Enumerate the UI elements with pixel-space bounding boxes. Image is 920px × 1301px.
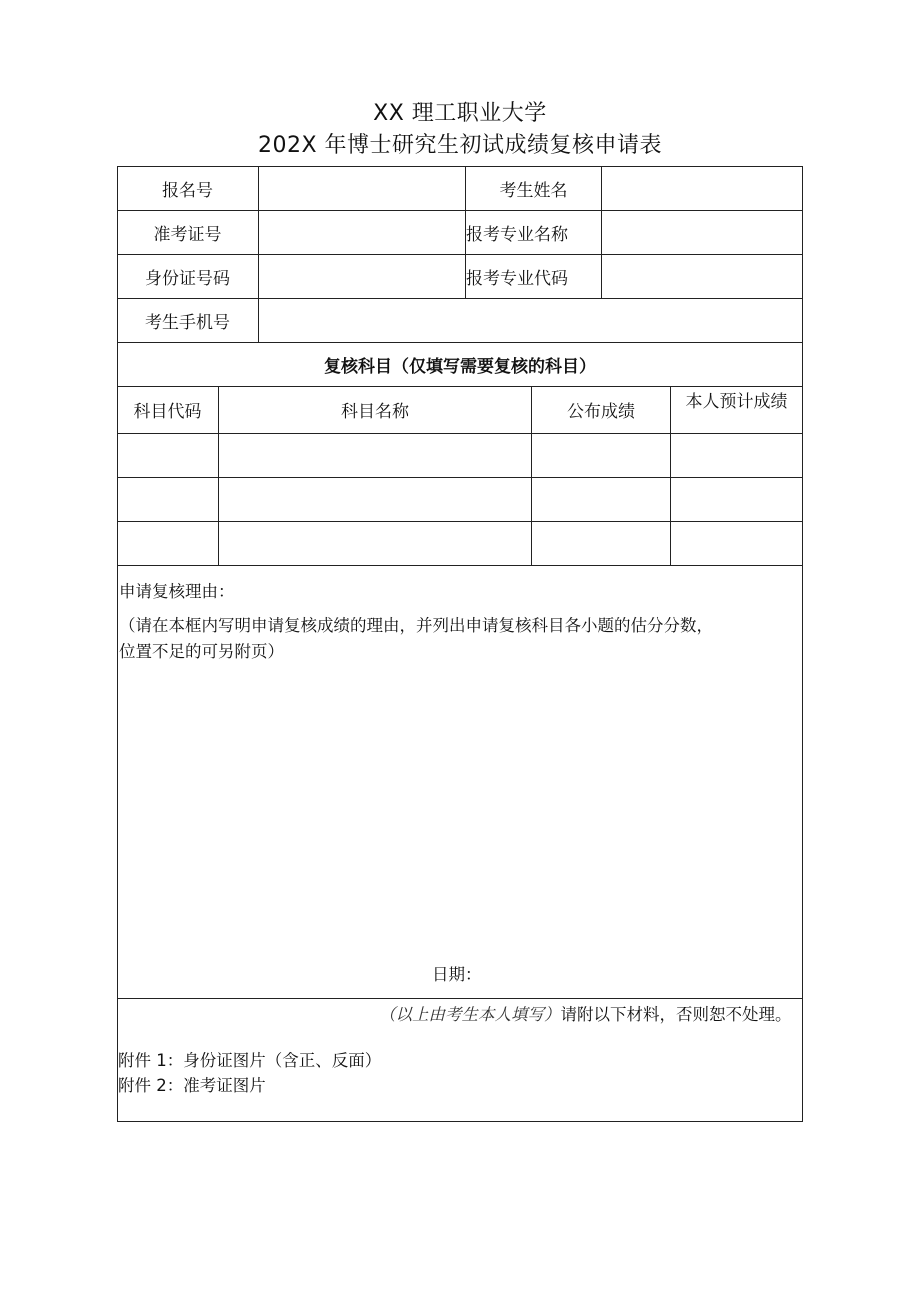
table-row-2-published[interactable] xyxy=(532,478,670,521)
table-row-1-name[interactable] xyxy=(219,434,531,477)
major-code-label: 报考专业代码 xyxy=(466,268,568,289)
reason-instruction-line2: 位置不足的可另附页） xyxy=(119,642,284,661)
university-title: XX 理工职业大学 xyxy=(373,101,547,126)
registration-no-field[interactable] xyxy=(259,167,465,210)
subject-code-header: 科目代码 xyxy=(133,402,202,422)
attachment-1: 附件 1：身份证图片（含正、反面） xyxy=(118,1051,382,1070)
table-row-1-published[interactable] xyxy=(532,434,670,477)
divider xyxy=(117,998,803,999)
registration-no-label: 报名号 xyxy=(162,180,213,201)
table-row-2-name[interactable] xyxy=(219,478,531,521)
id-card-field[interactable] xyxy=(259,255,465,298)
major-code-field[interactable] xyxy=(602,255,802,298)
phone-field[interactable] xyxy=(259,299,802,342)
name-label: 考生姓名 xyxy=(499,180,568,201)
form-title: 202X 年博士研究生初试成绩复核申请表 xyxy=(257,133,663,158)
table-row-2-code[interactable] xyxy=(118,478,218,521)
table-row-2-estimated[interactable] xyxy=(671,478,802,521)
estimated-score-header: 本人预计成绩 xyxy=(685,391,788,412)
id-card-label: 身份证号码 xyxy=(145,268,230,289)
table-row-1-estimated[interactable] xyxy=(671,434,802,477)
reason-instruction-line1: （请在本框内写明申请复核成绩的理由，并列出申请复核科目各小题的估分分数， xyxy=(119,616,713,635)
border-bottom xyxy=(117,1121,803,1122)
phone-label: 考生手机号 xyxy=(145,312,230,333)
date-label: 日期： xyxy=(432,965,482,984)
major-name-field[interactable] xyxy=(602,211,802,254)
reason-label: 申请复核理由： xyxy=(119,582,235,601)
application-form xyxy=(117,166,803,1122)
table-row-1-code[interactable] xyxy=(118,434,218,477)
table-row-3-published[interactable] xyxy=(532,522,670,565)
admission-ticket-field[interactable] xyxy=(259,211,465,254)
filled-by-note: （以上由考生本人填写） xyxy=(379,1005,561,1024)
major-name-label: 报考专业名称 xyxy=(466,224,568,245)
footer-note xyxy=(379,1002,792,1028)
admission-ticket-label: 准考证号 xyxy=(153,224,222,245)
subject-name-header: 科目名称 xyxy=(341,402,409,422)
subjects-section-title: 复核科目（仅填写需要复核的科目） xyxy=(324,356,596,377)
table-row-3-estimated[interactable] xyxy=(671,522,802,565)
table-row-3-code[interactable] xyxy=(118,522,218,565)
attachment-2: 附件 2：准考证图片 xyxy=(118,1076,266,1095)
divider xyxy=(117,565,803,566)
table-row-3-name[interactable] xyxy=(219,522,531,565)
attach-note: 请附以下材料，否则恕不处理。 xyxy=(560,1005,792,1024)
name-field[interactable] xyxy=(602,167,802,210)
published-score-header: 公布成绩 xyxy=(567,402,635,422)
border-right xyxy=(802,166,803,1122)
reason-textarea[interactable] xyxy=(118,666,802,956)
